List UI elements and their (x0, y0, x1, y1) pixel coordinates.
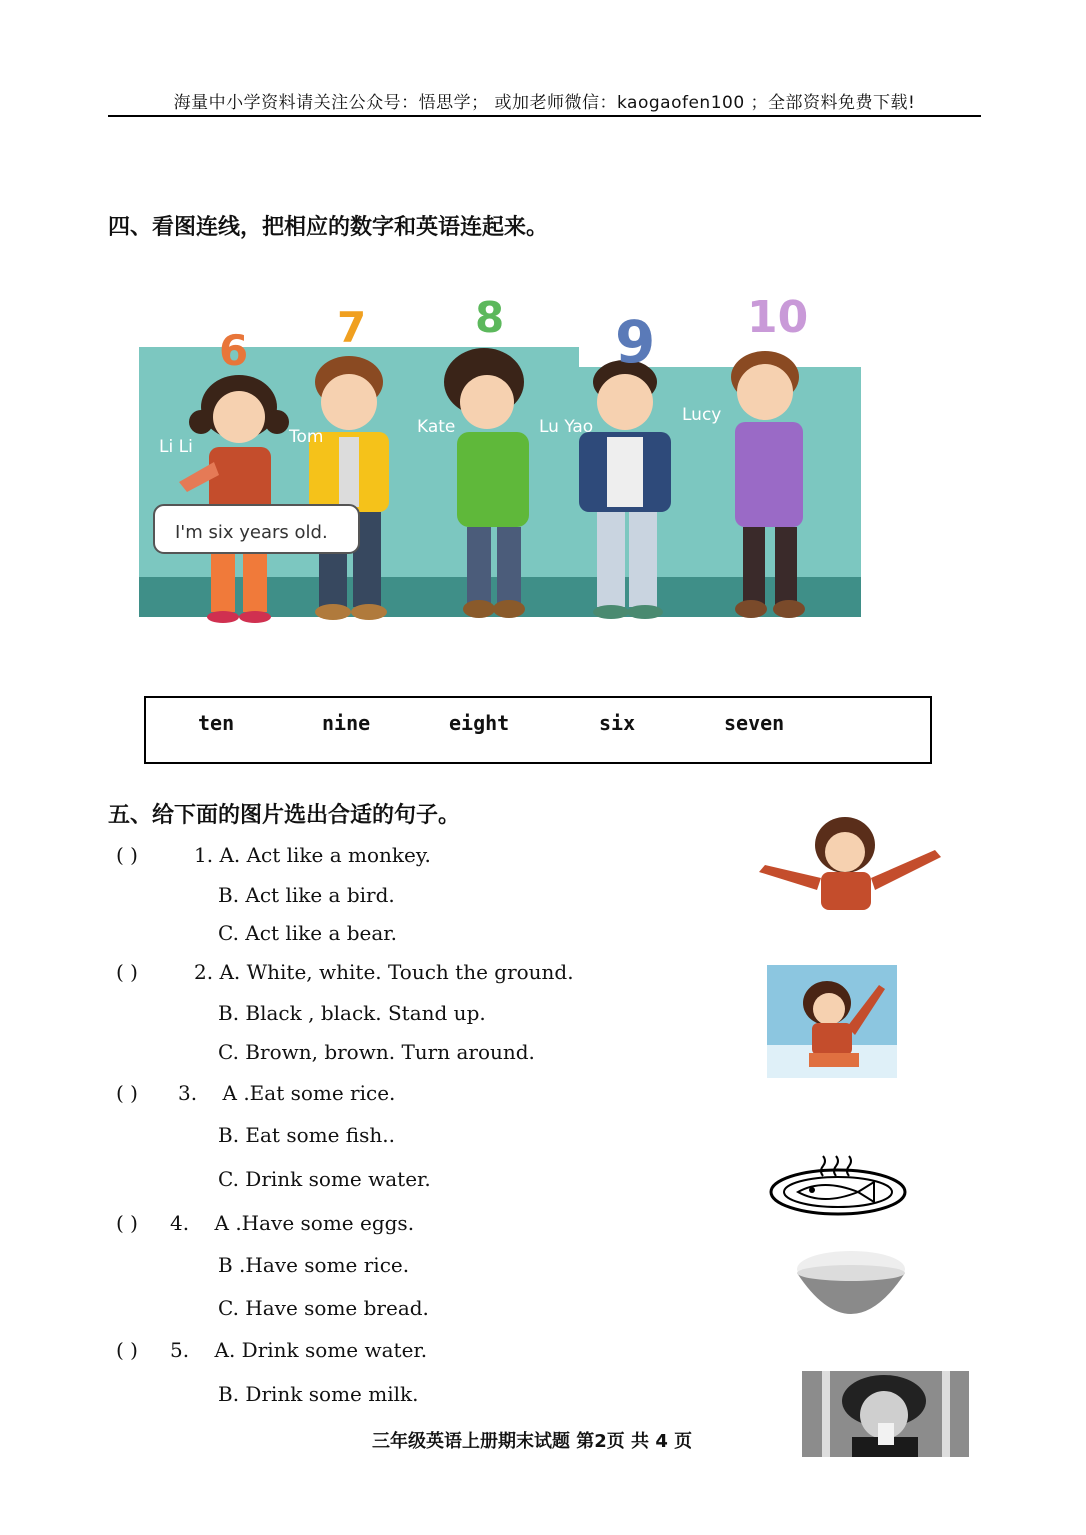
name-tom: Tom (289, 427, 324, 447)
q2-line-c: C. Brown, brown. Turn around. (218, 1040, 535, 1064)
q2-line-a: 2. A. White, white. Touch the ground. (194, 960, 574, 984)
fish-plate-picture (768, 1148, 908, 1218)
answer-blank-5[interactable]: ( ) (116, 1338, 138, 1362)
section4-title: 四、看图连线，把相应的数字和英语连起来。 (108, 215, 549, 240)
children-illustration (139, 287, 861, 634)
q4-line-c: C. Have some bread. (218, 1296, 429, 1320)
q4-line-b: B .Have some rice. (218, 1253, 410, 1277)
q1-line-a: 1. A. Act like a monkey. (194, 843, 431, 867)
q5-line-a: 5. A. Drink some water. (170, 1338, 428, 1362)
page-header: 海量中小学资料请关注公众号：悟思学； 或加老师微信：kaogaofen100 ；全部资料免费下载! (173, 93, 916, 113)
girl-touch-ground-picture (767, 965, 897, 1078)
name-kate: Kate (417, 417, 456, 437)
word-eight[interactable]: eight (449, 711, 510, 735)
number-10: 10 (747, 292, 809, 343)
word-ten[interactable]: ten (198, 711, 235, 735)
rice-bowl-picture (793, 1245, 923, 1325)
answer-blank-3[interactable]: ( ) (116, 1081, 138, 1105)
number-9: 9 (615, 308, 656, 376)
number-8: 8 (475, 293, 505, 342)
header-rule (108, 115, 981, 117)
name-lu-yao: Lu Yao (539, 417, 594, 437)
answer-blank-2[interactable]: ( ) (116, 960, 138, 984)
girl-arms-out-picture (745, 810, 958, 910)
word-box (144, 696, 932, 764)
q3-line-a: 3. A .Eat some rice. (178, 1081, 396, 1105)
speech-text: I'm six years old. (175, 522, 328, 543)
boy-drinking-picture (802, 1371, 969, 1457)
number-7: 7 (337, 303, 367, 352)
word-six[interactable]: six (599, 711, 636, 735)
name-lucy: Lucy (682, 405, 722, 425)
q3-line-c: C. Drink some water. (218, 1167, 431, 1191)
q2-line-b: B. Black , black. Stand up. (218, 1001, 486, 1025)
q3-line-b: B. Eat some fish.. (218, 1123, 395, 1147)
name-li-li: Li Li (159, 437, 193, 457)
word-nine[interactable]: nine (322, 711, 371, 735)
section5-title: 五、给下面的图片选出合适的句子。 (108, 803, 461, 828)
q1-line-c: C. Act like a bear. (218, 921, 398, 945)
page-footer: 三年级英语上册期末试题 第2页 共 4 页 (372, 1431, 693, 1452)
answer-blank-4[interactable]: ( ) (116, 1211, 138, 1235)
word-seven[interactable]: seven (724, 711, 785, 735)
answer-blank-1[interactable]: ( ) (116, 843, 138, 867)
number-6: 6 (219, 326, 249, 375)
q1-line-b: B. Act like a bird. (218, 883, 395, 907)
q5-line-b: B. Drink some milk. (218, 1382, 419, 1406)
q4-line-a: 4. A .Have some eggs. (170, 1211, 415, 1235)
